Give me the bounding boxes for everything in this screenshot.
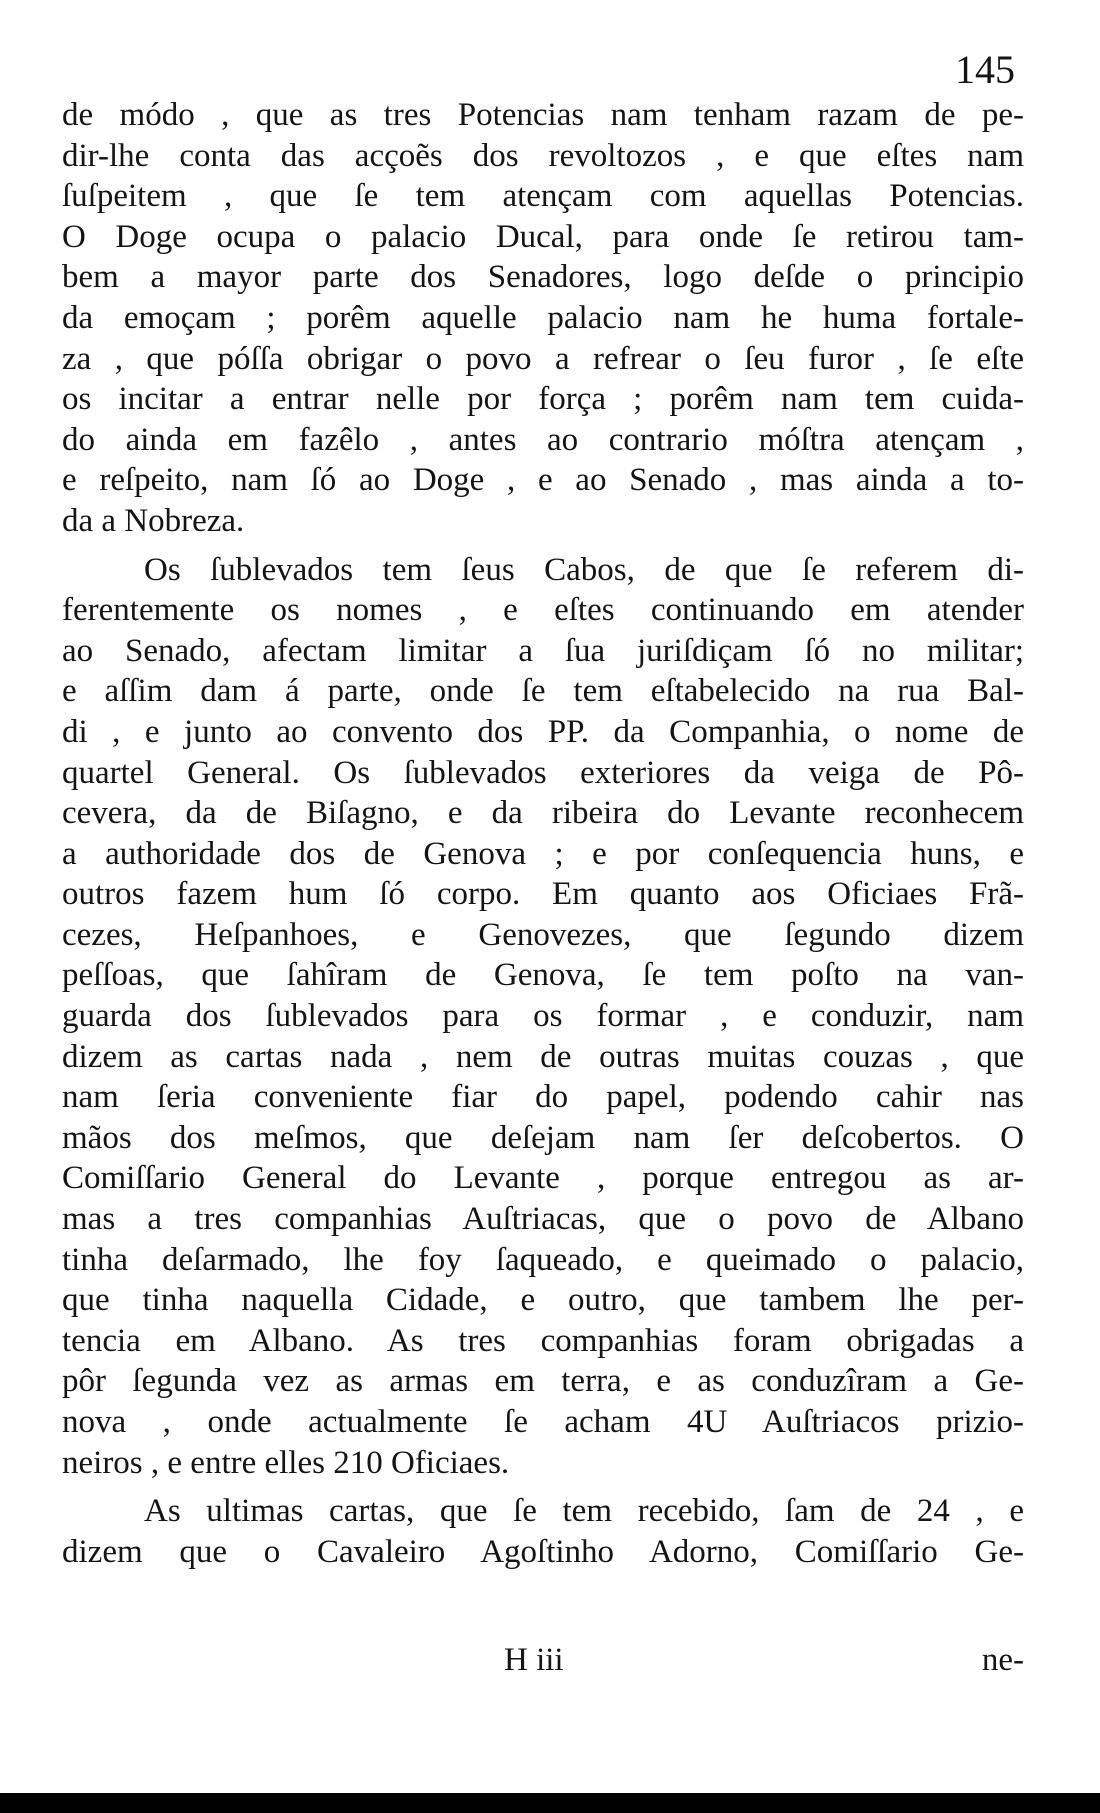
text-line: peſſoas, que ſahîram de Genova, ſe tem poſto na van- bbox=[62, 957, 1024, 994]
text-line: quartel General. Os ſublevados exteriores da veiga de Pô- bbox=[62, 754, 1024, 791]
text-line: ſuſpeitem , que ſe tem atençam com aquellas Potencias. bbox=[62, 178, 1024, 215]
text-line: guarda dos ſublevados para os formar , e conduzir, nam bbox=[62, 998, 1024, 1035]
text-line: de módo , que as tres Potencias nam tenham razam de pe- bbox=[62, 97, 1024, 133]
text-line: que tinha naquella Cidade, e outro, que tambem lhe per- bbox=[62, 1282, 1024, 1319]
text-line: Os ſublevados tem ſeus Cabos, de que ſe referem di- bbox=[144, 551, 1024, 588]
paragraph-2 bbox=[62, 550, 1024, 1484]
page-number: 145 bbox=[955, 47, 1015, 92]
text-line: a authoridade dos de Genova ; e por conſequencia huns, e bbox=[62, 835, 1024, 872]
catchword: ne- bbox=[981, 1642, 1024, 1678]
text-line: Comiſſario General do Levante , porque entregou as ar- bbox=[62, 1160, 1024, 1197]
text-line: pôr ſegunda vez as armas em terra, e as conduzîram a Ge- bbox=[62, 1363, 1024, 1400]
text-line: ao Senado, afectam limitar a ſua juriſdiçam ſó no militar; bbox=[62, 632, 1024, 669]
text-line: ferentemente os nomes , e eſtes continuando em atender bbox=[62, 592, 1024, 629]
scan-bottom-edge bbox=[0, 1793, 1100, 1813]
text-line: dizem que o Cavaleiro Agoſtinho Adorno, Comiſſario Ge- bbox=[62, 1533, 1024, 1570]
text-line: da emoçam ; porêm aquelle palacio nam he huma fortale- bbox=[62, 299, 1024, 336]
text-line: do ainda em fazêlo , antes ao contrario móſtra atençam , bbox=[62, 421, 1024, 458]
text-line: O Doge ocupa o palacio Ducal, para onde ſe retirou tam- bbox=[62, 218, 1024, 255]
text-line: za , que póſſa obrigar o povo a refrear o ſeu furor , ſe eſte bbox=[62, 340, 1024, 377]
text-line: dizem as cartas nada , nem de outras muitas couzas , que bbox=[62, 1038, 1024, 1075]
text-line: dir-lhe conta das acçoẽs dos revoltozos , e que eſtes nam bbox=[62, 137, 1024, 174]
text-line: di , e junto ao convento dos PP. da Companhia, o nome de bbox=[62, 713, 1024, 750]
text-line: nova , onde actualmente ſe acham 4U Auſtriacos prizio- bbox=[62, 1404, 1024, 1440]
text-line: e aſſim dam á parte, onde ſe tem eſtabelecido na rua Bal- bbox=[62, 673, 1024, 710]
text-line: tencia em Albano. As tres companhias foram obrigadas a bbox=[62, 1322, 1024, 1359]
text-line: cezes, Heſpanhoes, e Genovezes, que ſegundo dizem bbox=[62, 916, 1024, 953]
text-line: neiros , e entre elles 210 Oficiaes. bbox=[62, 1444, 510, 1481]
text-line: mas a tres companhias Auſtriacas, que o povo de Albano bbox=[62, 1201, 1024, 1238]
text-line: da a Nobreza. bbox=[62, 502, 245, 539]
paragraph-1 bbox=[62, 95, 1024, 542]
paragraph-gap bbox=[62, 542, 1024, 550]
paragraph-3 bbox=[62, 1491, 1024, 1572]
text-line: bem a mayor parte dos Senadores, logo deſde o principio bbox=[62, 259, 1024, 296]
text-line: outros fazem hum ſó corpo. Em quanto aos Oficiaes Frã- bbox=[62, 876, 1024, 913]
paragraph-gap bbox=[62, 1483, 1024, 1491]
text-line: e reſpeito, nam ſó ao Doge , e ao Senado , mas ainda a to- bbox=[62, 462, 1024, 499]
text-line: As ultimas cartas, que ſe tem recebido, ſam de 24 , e bbox=[144, 1493, 1024, 1530]
text-line: cevera, da de Biſagno, e da ribeira do Levante reconhecem bbox=[62, 795, 1024, 832]
text-line: tinha deſarmado, lhe foy ſaqueado, e queimado o palacio, bbox=[62, 1241, 1024, 1278]
page-footer bbox=[62, 1640, 1024, 1680]
signature-mark: H iii bbox=[504, 1642, 564, 1678]
body-text bbox=[62, 95, 1024, 1572]
text-line: nam ſeria conveniente fiar do papel, podendo cahir nas bbox=[62, 1079, 1024, 1116]
text-line: os incitar a entrar nelle por força ; porêm nam tem cuida- bbox=[62, 381, 1024, 418]
text-line: mãos dos meſmos, que deſejam nam ſer deſcobertos. O bbox=[62, 1119, 1024, 1156]
